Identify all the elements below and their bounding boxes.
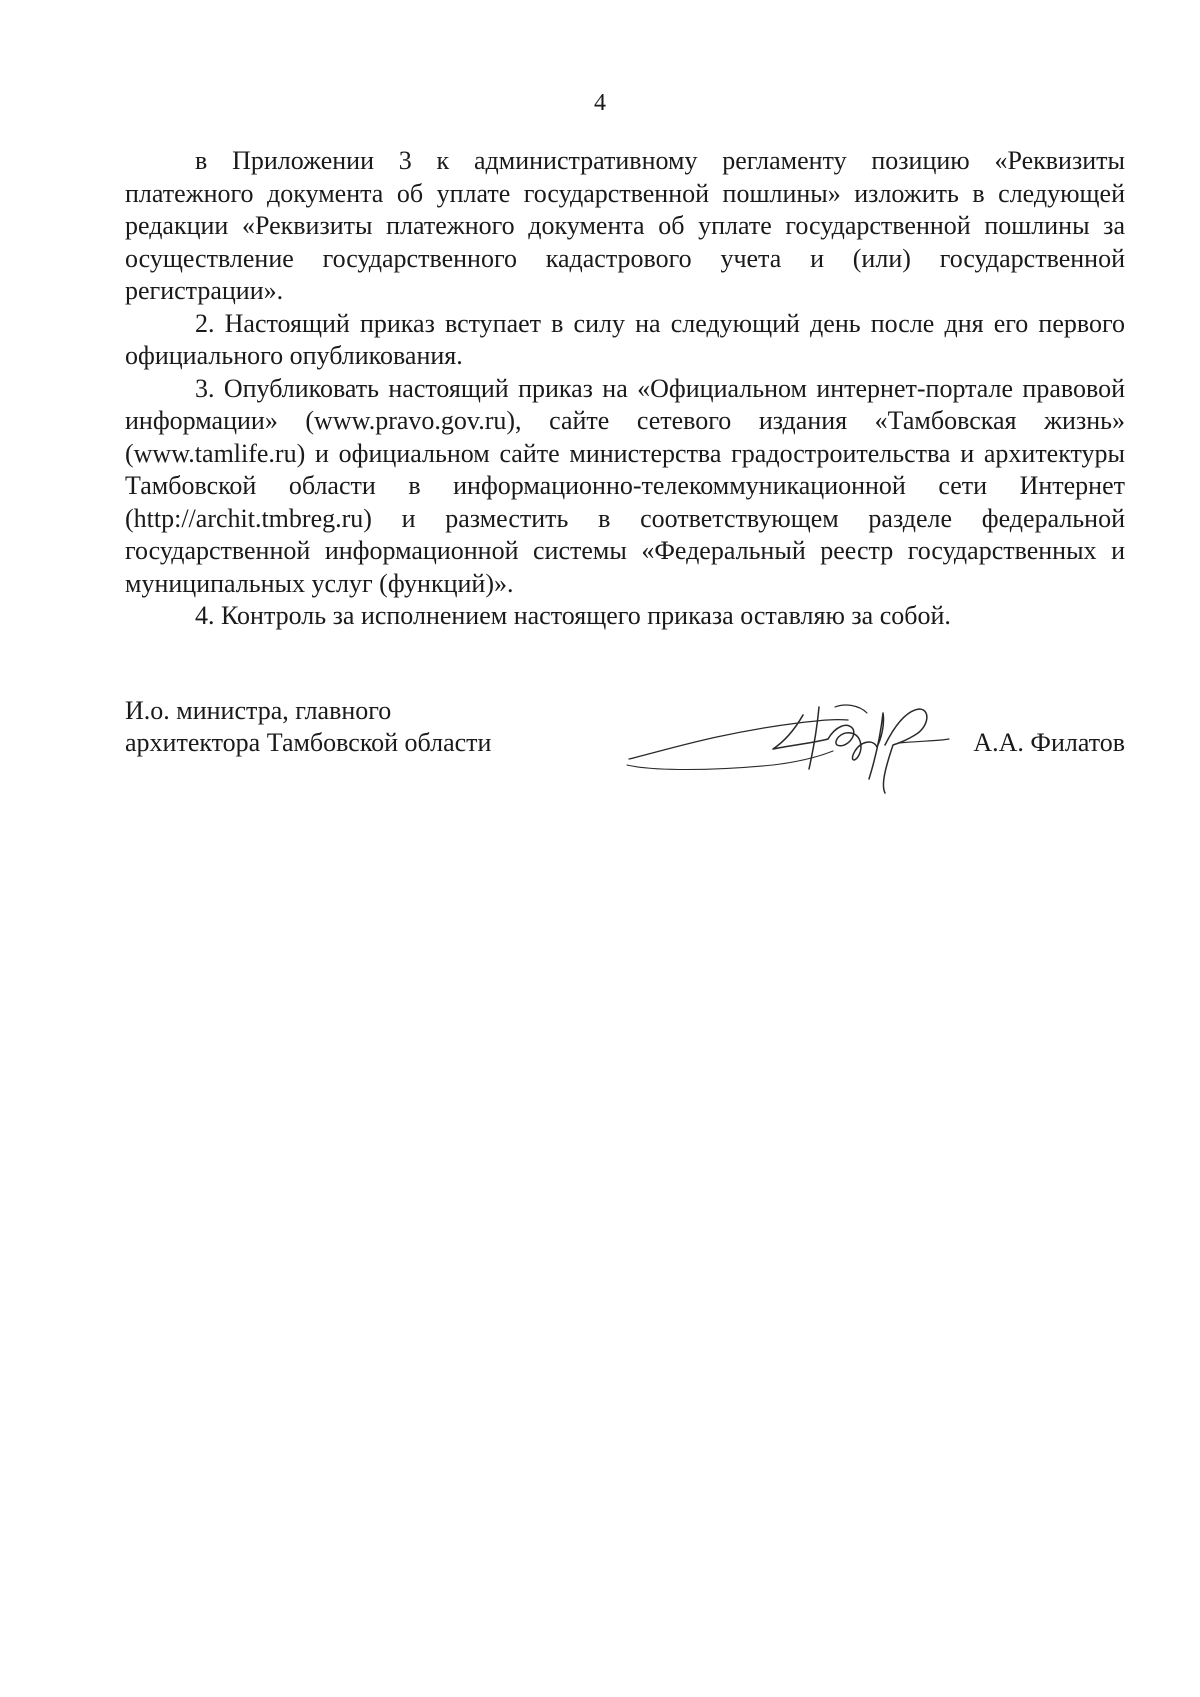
paragraph-control: 4. Контроль за исполнением настоящего приказа оставляю за собой. [195,601,951,630]
document-body [125,145,1125,633]
signatory-name: А.А. Филатов [973,728,1125,757]
paragraph-appendix-3: в Приложении 3 к административному регламенту позицию «Реквизиты платежного документа об уплате государственной пошлины» изложить в следующей редакции «Реквизиты платежного документа об уплате государственной пошлины за осуществление государственного кадастрового учета и (или) государственной регистрации». [125,146,1125,305]
handwritten-signature [623,699,953,799]
signature-block [125,695,1125,805]
page-number: 4 [594,90,606,116]
paragraph-publication: 3. Опубликовать настоящий приказ на «Официальном интернет-портале правовой информации» (www.pravo.gov.ru), сайте сетевого издания «Тамбовская жизнь» (www.tamlife.ru) и официальном сайте министерства градостроительства и архитектуры Тамбовской области в информационно-телекоммуникационной сети Интернет (http://archit.tmbreg.ru) и разместить в соответствующем разделе федеральной государственной информационной системы «Федеральный реестр государственных и муниципальных услуг (функций)». [125,373,1125,598]
paragraph-effective-date: 2. Настоящий приказ вступает в силу на следующий день после дня его первого официального опубликования. [125,308,1125,370]
signatory-position: И.о. министра, главного архитектора Тамбовской области [125,696,492,757]
